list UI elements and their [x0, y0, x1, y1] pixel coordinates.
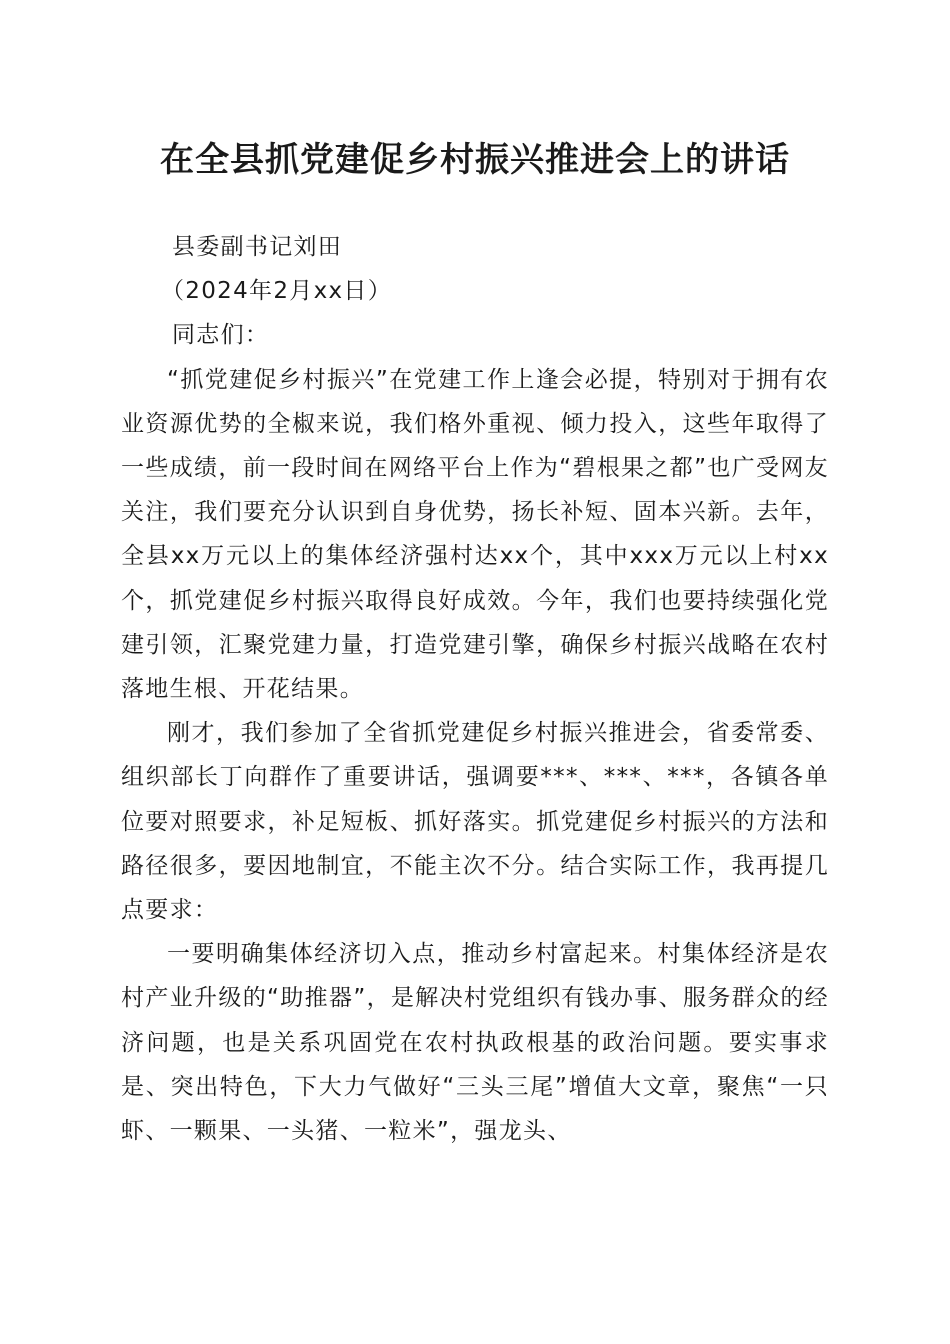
document-body: [121, 225, 829, 1153]
paragraph: “抓党建促乡村振兴”在党建工作上逢会必提，特别对于拥有农业资源优势的全椒来说，我们格外重视、倾力投入，这些年取得了一些成绩，前一段时间在网络平台上作为“碧根果之都”也广受网友关注，我们要充分认识到自身优势，扬长补短、固本兴新。去年，全县xx万元以上的集体经济强村达xx个，其中xxx万元以上村xx个，抓党建促乡村振兴取得良好成效。今年，我们也要持续强化党建引领，汇聚党建力量，打造党建引擎，确保乡村振兴战略在农村落地生根、开花结果。: [121, 366, 829, 703]
date-line: （2024年2月xx日）: [161, 278, 392, 305]
author-line: 县委副书记刘田: [172, 234, 343, 260]
paragraph: 刚才，我们参加了全省抓党建促乡村振兴推进会，省委常委、组织部长丁向群作了重要讲话，强调要***、***、***，各镇各单位要对照要求，补足短板、抓好落实。抓党建促乡村振兴的方法和路径很多，要因地制宜，不能主次不分。结合实际工作，我再提几点要求：: [121, 720, 829, 924]
paragraph: 一要明确集体经济切入点，推动乡村富起来。村集体经济是农村产业升级的“助推器”，是解决村党组织有钱办事、服务群众的经济问题，也是关系巩固党在农村执政根基的政治问题。要实事求是、突出特色，下大力气做好“三头三尾”增值大文章，聚焦“一只虾、一颗果、一头猪、一粒米”，强龙头、: [121, 941, 829, 1145]
document-title: 在全县抓党建促乡村振兴推进会上的讲话: [160, 140, 790, 180]
salutation: 同志们：: [172, 322, 270, 349]
